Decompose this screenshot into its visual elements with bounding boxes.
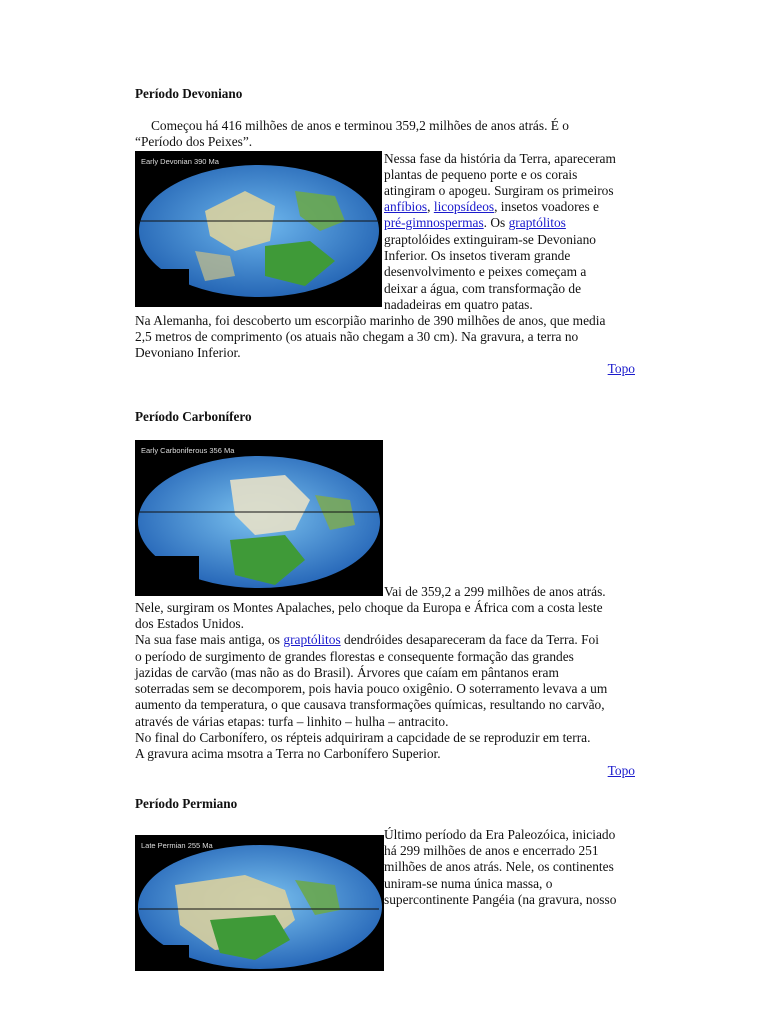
body-text-line: dos Estados Unidos. <box>135 616 244 631</box>
body-text-line: soterradas sem se decomporem, pois havia pouco oxigênio. O soterramento levava a um <box>135 681 608 696</box>
side-text-line: há 299 milhões de anos e encerrado 251 <box>384 843 599 858</box>
body-text-line: o período de surgimento de grandes florestas e consequente formação das grandes <box>135 649 574 664</box>
side-text-line: Vai de 359,2 a 299 milhões de anos atrás. <box>384 584 606 599</box>
side-text-line: Nessa fase da história da Terra, apareceram <box>384 151 616 166</box>
carboniferous-world-map <box>135 440 383 596</box>
permian-world-map <box>135 835 384 971</box>
map-caption: Late Permian 255 Ma <box>141 841 213 850</box>
side-text-line: milhões de anos atrás. Nele, os continentes <box>384 859 614 874</box>
link-anfibios[interactable]: anfíbios <box>384 199 428 214</box>
link-graptolitos[interactable]: graptólitos <box>508 215 566 230</box>
section-title-permiano: Período Permiano <box>135 796 238 811</box>
link-licopsideos[interactable]: licopsídeos <box>433 199 495 214</box>
side-text-line: Inferior. Os insetos tiveram grande <box>384 248 571 263</box>
body-text-line: 2,5 metros de comprimento (os atuais não chegam a 30 cm). Na gravura, a terra no <box>135 329 579 344</box>
body-text-fragment: Na sua fase mais antiga, os <box>135 632 284 647</box>
body-text-line: jazidas de carvão (mas não as do Brasil). Árvores que caíam em pântanos eram <box>135 665 559 680</box>
topo-link[interactable]: Topo <box>607 763 635 778</box>
section-title-devoniano: Período Devoniano <box>135 86 243 101</box>
globe-map-graphic <box>135 440 383 596</box>
map-caption: Early Devonian 390 Ma <box>141 157 219 166</box>
side-text-line: plantas de pequeno porte e os corais <box>384 167 578 182</box>
side-text-line: supercontinente Pangéia (na gravura, nosso <box>384 892 617 907</box>
body-text-line: Na Alemanha, foi descoberto um escorpião marinho de 390 milhões de anos, que media <box>135 313 606 328</box>
devonian-world-map <box>135 151 382 307</box>
side-text-line-links: anfíbios, licopsídeos, insetos voadores e <box>384 199 599 214</box>
side-text-line: graptolóides extinguiram-se Devoniano <box>384 232 596 247</box>
body-text-line: A gravura acima msotra a Terra no Carbonífero Superior. <box>135 746 441 761</box>
body-text-line-link <box>135 632 599 648</box>
side-text-line: Último período da Era Paleozóica, iniciado <box>384 827 616 842</box>
intro-line: “Período dos Peixes”. <box>135 134 253 149</box>
map-caption: Early Carboniferous 356 Ma <box>141 446 235 455</box>
side-text-line-links <box>384 215 566 231</box>
link-pre-gimnospermas[interactable]: pré-gimnospermas <box>384 215 484 230</box>
globe-map-graphic <box>135 151 382 307</box>
body-text-line: Nele, surgiram os Montes Apalaches, pelo choque da Europa e África com a costa leste <box>135 600 603 615</box>
intro-line: Começou há 416 milhões de anos e terminou 359,2 milhões de anos atrás. É o <box>151 118 569 133</box>
side-text-fragment: , insetos voadores e <box>494 199 599 214</box>
body-text-fragment: dendróides desapareceram da face da Terra. Foi <box>340 632 599 647</box>
globe-map-graphic <box>135 835 384 971</box>
side-text-fragment: . Os <box>483 215 509 230</box>
body-text-line: No final do Carbonífero, os répteis adquiriram a capcidade de se reproduzir em terra. <box>135 730 591 745</box>
body-text-line: Devoniano Inferior. <box>135 345 241 360</box>
side-text-line: uniram-se numa única massa, o <box>384 876 553 891</box>
side-text-line: nadadeiras em quatro patas. <box>384 297 533 312</box>
section-title-carbonifero: Período Carbonífero <box>135 409 252 424</box>
topo-link[interactable]: Topo <box>607 361 635 376</box>
body-text-line: aumento da temperatura, o que causava transformações químicas, resultando no carvão, <box>135 697 605 712</box>
body-text-line: através de várias etapas: turfa – linhito – hulha – antracito. <box>135 714 449 729</box>
link-graptolitos-2[interactable]: graptólitos <box>283 632 341 647</box>
side-text-line: desenvolvimento e peixes começam a <box>384 264 587 279</box>
side-text-line: atingiram o apogeu. Surgiram os primeiros <box>384 183 614 198</box>
side-text-line: deixar a água, com transformação de <box>384 281 582 296</box>
